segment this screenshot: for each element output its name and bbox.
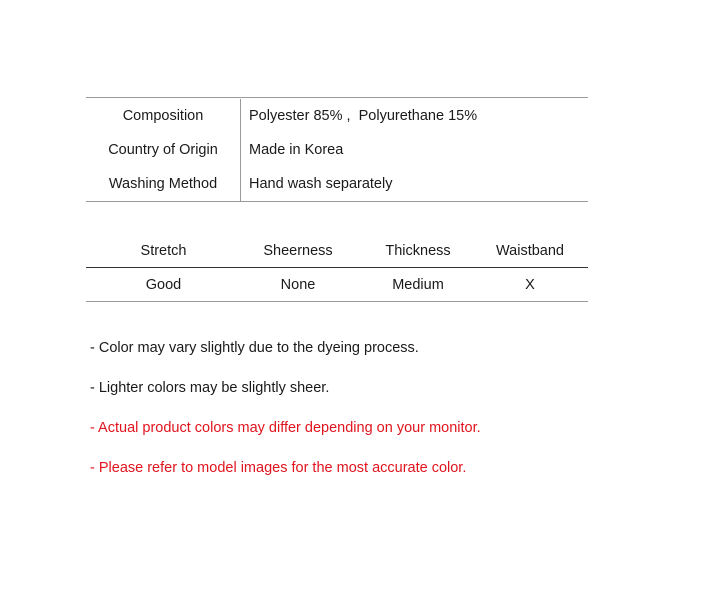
note-color-variation: - Color may vary slightly due to the dyeing process. [90,340,419,356]
spec-label: Washing Method [86,167,241,201]
attribute-header-waistband: Waistband [496,242,564,259]
product-spec-table [86,97,588,202]
spec-label: Country of Origin [86,133,241,167]
attribute-header-sheerness: Sheerness [263,242,333,259]
attribute-value-row [86,268,588,302]
attribute-value-stretch: Good [145,276,182,293]
spec-row-composition [86,99,588,133]
note-model-images-warning: - Please refer to model images for the most accurate color. [90,460,467,476]
spec-row-country-of-origin [86,133,588,167]
note-sheer: - Lighter colors may be slightly sheer. [90,380,330,396]
product-attribute-table [86,234,588,302]
product-notes [90,338,690,498]
spec-row-washing-method [86,167,588,201]
attribute-header-stretch: Stretch [140,242,187,259]
spec-value: Polyester 85% , Polyurethane 15% [249,108,478,124]
attribute-value-thickness: Medium [392,276,444,293]
attribute-header-thickness: Thickness [385,242,451,259]
attribute-header-row [86,234,588,268]
spec-label: Composition [86,99,241,133]
note-monitor-warning: - Actual product colors may differ depending on your monitor. [90,420,481,436]
attribute-value-sheerness: None [280,276,316,293]
spec-value: Hand wash separately [249,176,393,192]
attribute-value-waistband: X [525,276,535,293]
spec-value: Made in Korea [249,142,344,158]
